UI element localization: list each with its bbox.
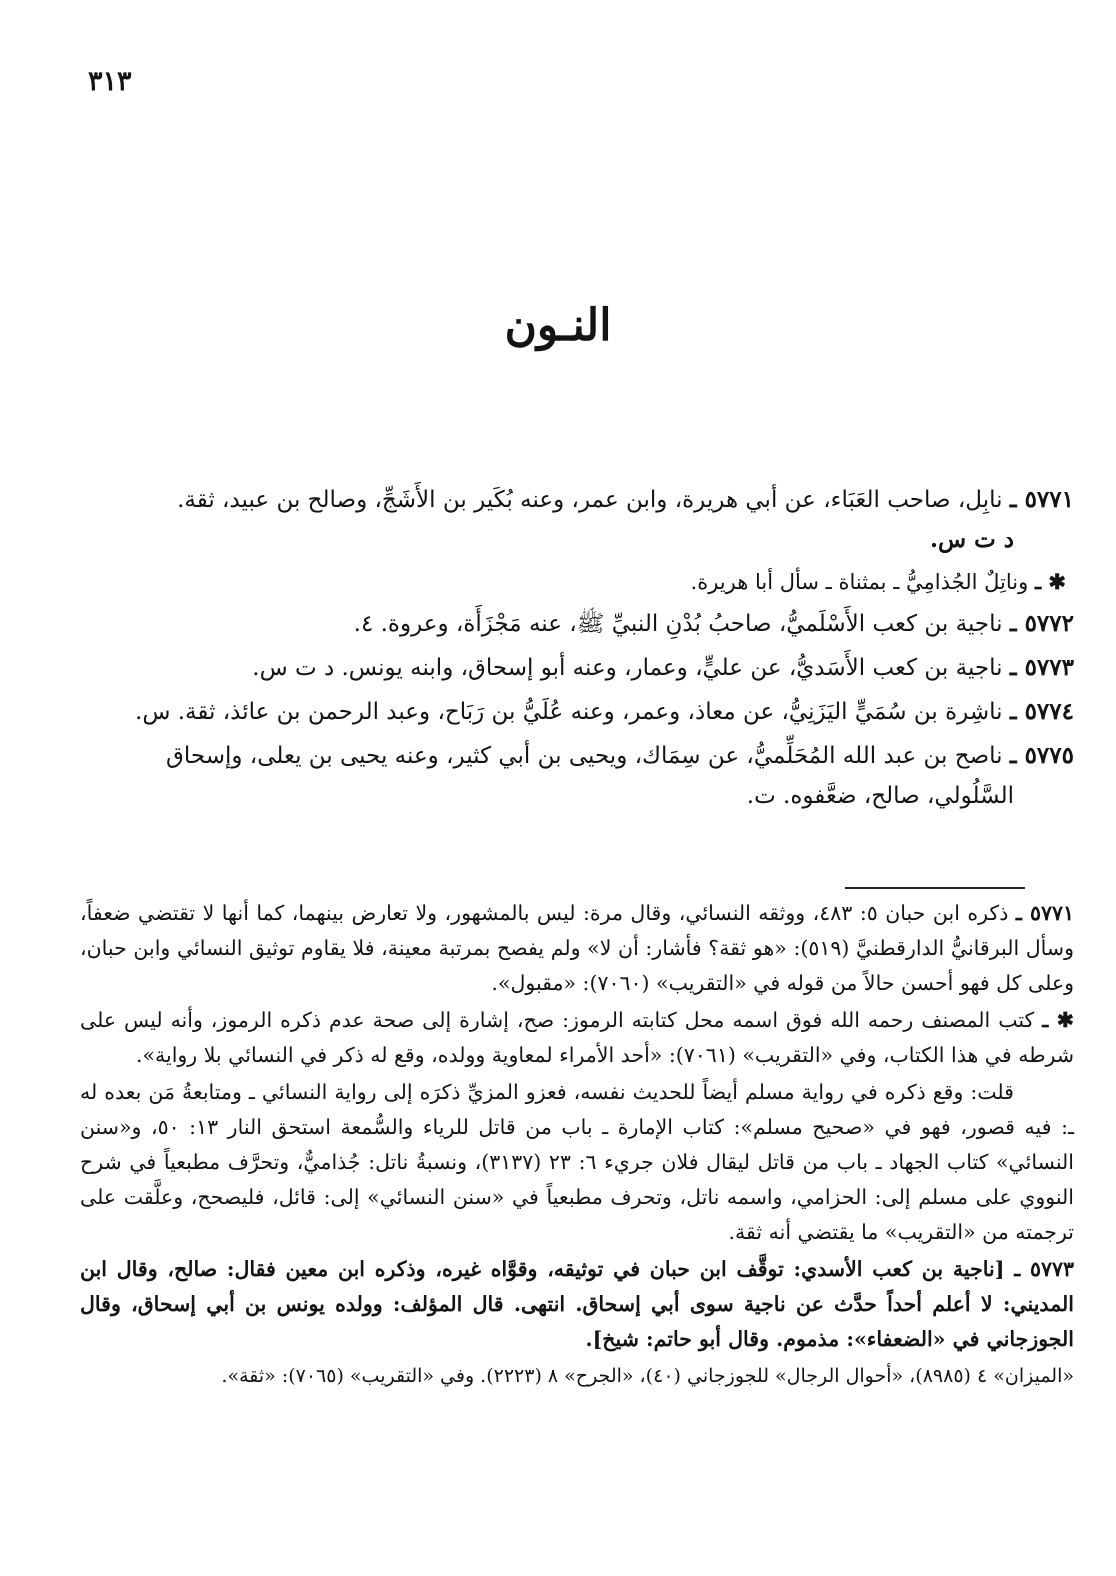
page-number: ٣١٣: [88, 66, 132, 97]
footnote-text: «الميزان» ٤ (٨٩٨٥)، «أحوال الرجال» للجوزجاني (٤٠)، «الجرح» ٨ (٢٢٢٣). وفي «التقريب» (٧٠٦٥): «ثقة».: [221, 1365, 1074, 1387]
entry-text: ناجية بن كعب الأَسْلَميُّ، صاحبُ بُدْنِ النبيِّ ﷺ، عنه مَجْزَأَة، وعروة. ٤.: [353, 611, 1003, 637]
entry-5774: [100, 692, 1074, 732]
chapter-title: النـون: [504, 300, 612, 351]
footnote-text: قلت: وقع ذكره في رواية مسلم أيضاً للحديث نفسه، فعزو المزيِّ ذكرَه إلى رواية النسائي ـ ومتابعةُ مَن بعده له ـ: فيه قصور، فهو في «صحيح مسلم»: كتاب الإمارة ـ باب من قاتل للرياء والسُّمعة استحق النار ١٣: ٥٠، و«سنن النسائي» كتاب الجهاد ـ باب من قاتل ليقال فلان جريء ٦: ٢٣ (٣١٣٧)، ونسبةُ ناتل: جُذاميٌّ، وتحرَّف مطبعياً في شرح النووي على مسلم إلى: الحزامي، واسمه ناتل، وتحرف مطبعياً في «سنن النسائي» إلى: قائل، فليصحح، وعلَّقت على ترجمته من «التقريب» ما يقتضي أنه ثقة.: [80, 1080, 1075, 1244]
footnote-5773: [80, 1252, 1074, 1357]
entry-number: ٥٧٧٣ ـ: [1009, 654, 1074, 681]
footnote-5771: [80, 896, 1074, 1001]
entry-text: ناصح بن عبد الله المُحَلِّميُّ، عن سِمَاك، ويحيى بن أبي كثير، وعنه يحيى بن يعلى، وإسحاق: [166, 743, 1003, 769]
footnote-number: ٥٧٧٣ ـ: [1014, 1257, 1075, 1281]
entry-continuation: السَّلُولي، صالح، ضعَّفوه. ت.: [746, 783, 1014, 809]
footnote-divider: [845, 887, 1025, 889]
entry-5772: [100, 604, 1074, 644]
entry-text: وناتِلٌ الجُذامِيُّ ـ بمثناة ـ سأل أبا هريرة.: [690, 570, 1029, 594]
footnote-text: [ناجية بن كعب الأسدي: توقَّف ابن حبان في توثيقه، وقوَّاه غيره، وذكره ابن معين فقال: صالح، وقال ابن المديني: لا أعلم أحداً حدَّث عن ناجية سوى أبي إسحاق. انتهى. قال المؤلف: وولده يونس بن أبي إسحاق، وقال الجوزجاني في «الضعفاء»: مذموم. وقال أبو حاتم: شيخ].: [80, 1257, 1074, 1351]
footnote-star-marker: ✱ ـ: [1042, 1008, 1074, 1032]
footnote-number: ٥٧٧١ ـ: [1015, 901, 1074, 925]
footnote-starred: [80, 1003, 1074, 1073]
footnote-text: كتب المصنف رحمه الله فوق اسمه محل كتابته الرموز: صح، إشارة إلى صحة عدم ذكره الرموز، وأنه ليس على شرطه في هذا الكتاب، وفي «التقريب» (٧٠٦١): «أحد الأمراء لمعاوية وولده، وقع له ذكر في النسائي بلا رواية».: [80, 1008, 1074, 1067]
entry-5771: [100, 480, 1074, 560]
entries-list: [100, 480, 1074, 820]
footnote-sources: [80, 1359, 1074, 1393]
entry-text: ناجية بن كعب الأَسَديُّ، عن عليٍّ، وعمار، وعنه أبو إسحاق، وابنه يونس. د ت س.: [252, 655, 1003, 681]
entry-text: نابِل، صاحب العَبَاء، عن أبي هريرة، وابن عمر، وعنه بُكَير بن الأَشَجِّ، وصالح بن عبيد، ثقة.: [177, 487, 1003, 513]
entry-5773: [100, 648, 1074, 688]
entry-text: ناشِرة بن سُمَيٍّ اليَزَنِيُّ، عن معاذ، وعمر، وعنه عُلَيُّ بن رَبَاح، وعبد الرحمن بن عائذ، ثقة. س.: [135, 699, 1003, 725]
entry-continuation: د ت س.: [930, 526, 1014, 553]
footnote-text: ذكره ابن حبان ٥: ٤٨٣، ووثقه النسائي، وقال مرة: ليس بالمشهور، ولا تعارض بينهما، كما أنها لا تقتضي ضعفاً، وسأل البرقانيُّ الدارقطنيَّ (٥١٩): «هو ثقة؟ فأشار: أن لا» ولم يفصح بمرتبة معينة، فلا يقاوم توثيق النسائي وابن حبان، وعلى كل فهو أحسن حالاً من قوله في «التقريب» (٧٠٦٠): «مقبول».: [80, 901, 1074, 995]
entry-starred: [100, 564, 1074, 600]
entry-number: ٥٧٧٤ ـ: [1009, 698, 1074, 725]
entry-number: ٥٧٧١ ـ: [1009, 486, 1074, 513]
entry-number: ٥٧٧٥ ـ: [1009, 742, 1074, 769]
entry-star-marker: ✱ ـ: [1034, 569, 1066, 594]
footnotes-list: [80, 896, 1074, 1395]
entry-number: ٥٧٧٢ ـ: [1009, 610, 1074, 637]
entry-5775: [100, 736, 1074, 816]
footnote-paragraph: [80, 1075, 1074, 1250]
